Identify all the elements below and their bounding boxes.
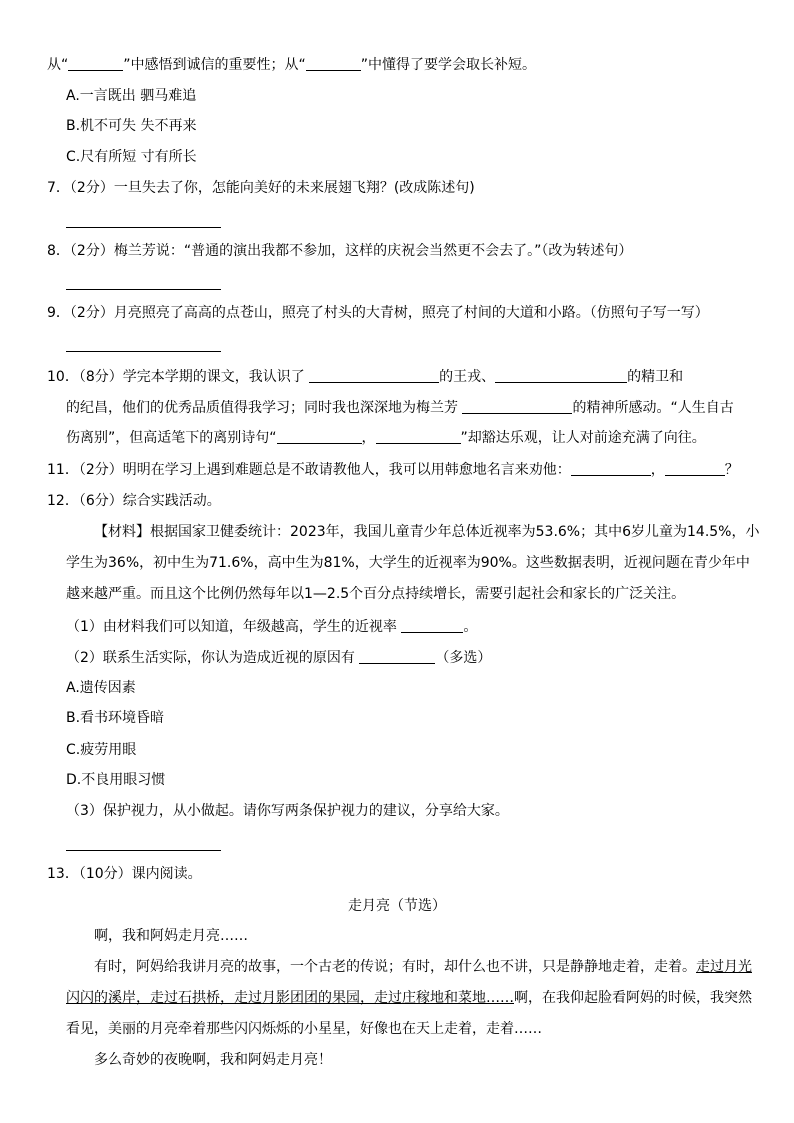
q12-sub1-part2: 。: [463, 619, 478, 635]
answer-blank[interactable]: [665, 461, 725, 476]
q12-sub2-part2: （多选）: [435, 650, 492, 666]
q6-stem: [47, 55, 536, 75]
q13-head: 13．（10分）课内阅读。: [47, 866, 202, 882]
q10-l2-part2: 的精神所感动。“人生自古: [572, 400, 734, 416]
passage-para2-line1: [94, 957, 752, 977]
q12-material-line3: 越来越严重。而且这个比例仍然每年以1—2.5个百分点持续增长，需要引起社会和家长的广泛关注。: [66, 586, 686, 602]
answer-blank[interactable]: [376, 429, 461, 444]
passage-para1: 啊，我和阿妈走月亮……: [94, 928, 248, 944]
q6-option-c: C.尺有所短 寸有所长: [66, 149, 197, 165]
q12-option-c: C.疲劳用眼: [66, 742, 137, 758]
answer-blank[interactable]: [401, 618, 463, 633]
passage-para3: 多么奇妙的夜晚啊，我和阿妈走月亮！: [94, 1052, 332, 1068]
q10-l3-part2: ，: [361, 430, 376, 446]
answer-blank[interactable]: [462, 399, 572, 414]
q11-part1: 11．（2分）明明在学习上遇到难题总是不敢请教他人，我可以用韩愈地名言来劝他：: [47, 462, 571, 478]
q9-answer-line[interactable]: [66, 351, 221, 352]
answer-blank[interactable]: [309, 368, 439, 383]
q10-l3-part3: ”却豁达乐观，让人对前途充满了向往。: [460, 430, 706, 446]
answer-blank[interactable]: [495, 368, 627, 383]
answer-blank[interactable]: [571, 461, 651, 476]
q12-material-line1: 【材料】根据国家卫健委统计：2023年，我国儿童青少年总体近视率为53.6%；其中6岁儿童为14.5%，小: [94, 524, 760, 540]
q8-answer-line[interactable]: [66, 289, 221, 290]
q12-sub2-part1: （2）联系生活实际，你认为造成近视的原因有: [66, 650, 360, 666]
q10-l2-part1: 的纪昌，他们的优秀品质值得我学习；同时我也深深地为梅兰芳: [66, 400, 463, 416]
q12-answer-line[interactable]: [66, 850, 221, 851]
underlined-sentence: 走过月光: [696, 959, 752, 975]
q11-part3: ？: [724, 462, 739, 478]
answer-blank[interactable]: [306, 56, 361, 71]
q10-line1: [47, 367, 683, 387]
q7-text: 7．（2分）一旦失去了你，怎能向美好的未来展翅飞翔？(改成陈述句): [47, 180, 475, 196]
q11-part2: ，: [650, 462, 665, 478]
passage-text: 啊，在我仰起脸看阿妈的时候，我突然: [514, 990, 752, 1006]
q6-option-a: A.一言既出 驷马难追: [66, 88, 197, 104]
q6-stem-part1: 从“: [47, 57, 69, 73]
passage-title: 走月亮（节选）: [348, 898, 446, 914]
q12-option-a: A.遗传因素: [66, 680, 136, 696]
q10-l1-part2: 的王戎、: [439, 369, 496, 385]
q6-stem-part3: ”中懂得了要学会取长补短。: [360, 57, 537, 73]
q10-line3: [66, 428, 706, 448]
q12-sub1-part1: （1）由材料我们可以知道，年级越高，学生的近视率: [66, 619, 402, 635]
q12-option-b: B.看书环境昏暗: [66, 710, 165, 726]
q12-sub3: （3）保护视力，从小做起。请你写两条保护视力的建议，分享给大家。: [66, 803, 509, 819]
answer-blank[interactable]: [359, 649, 435, 664]
q8-text: 8．（2分）梅兰芳说：“普通的演出我都不参加，这样的庆祝会当然更不会去了。”（改为转述句）: [47, 243, 633, 259]
q6-stem-part2: ”中感悟到诚信的重要性；从“: [123, 57, 306, 73]
q12-sub2: [66, 648, 491, 668]
q10-line2: [66, 398, 734, 418]
q10-l1-part3: 的精卫和: [627, 369, 684, 385]
q12-sub1: [66, 617, 477, 637]
answer-blank[interactable]: [68, 56, 123, 71]
q10-l3-part1: 伤离别”，但高适笔下的离别诗句“: [66, 430, 277, 446]
underlined-sentence: 闪闪的溪岸，走过石拱桥，走过月影团团的果园，走过庄稼地和菜地……: [66, 990, 514, 1006]
q11-text: [47, 460, 739, 480]
passage-para2-line3: 看见，美丽的月亮牵着那些闪闪烁烁的小星星，好像也在天上走着，走着……: [66, 1021, 542, 1037]
passage-text: 有时，阿妈给我讲月亮的故事，一个古老的传说；有时，却什么也不讲，只是静静地走着，走着。: [94, 959, 696, 975]
q12-head: 12．（6分）综合实践活动。: [47, 493, 221, 509]
q12-material-line2: 学生为36%，初中生为71.6%，高中生为81%，大学生的近视率为90%。这些数据表明，近视问题在青少年中: [66, 555, 750, 571]
q7-answer-line[interactable]: [66, 227, 221, 228]
q12-option-d: D.不良用眼习惯: [66, 772, 166, 788]
q9-text: 9．（2分）月亮照亮了高高的点苍山，照亮了村头的大青树，照亮了村间的大道和小路。（仿照句子写一写）: [47, 305, 709, 321]
passage-para2-line2: [66, 988, 752, 1008]
q6-option-b: B.机不可失 失不再来: [66, 118, 197, 134]
answer-blank[interactable]: [277, 429, 362, 444]
q10-l1-part1: 10．（8分）学完本学期的课文，我认识了: [47, 369, 310, 385]
